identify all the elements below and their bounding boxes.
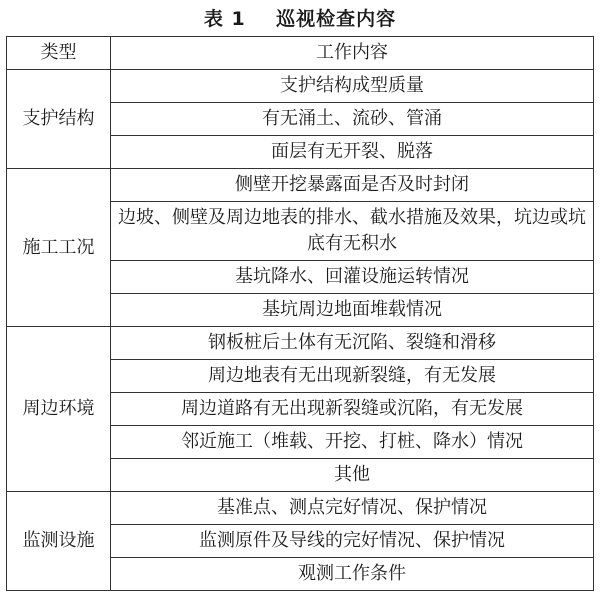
header-type: 类型 — [7, 37, 111, 70]
category-cell: 周边环境 — [7, 327, 111, 492]
item-cell: 基准点、测点完好情况、保护情况 — [111, 492, 594, 525]
header-row — [7, 37, 594, 70]
item-cell: 有无涌土、流砂、管涌 — [111, 103, 594, 136]
header-content: 工作内容 — [111, 37, 594, 70]
item-cell: 其他 — [111, 459, 594, 492]
item-cell: 基坑周边地面堆载情况 — [111, 294, 594, 327]
item-cell: 周边道路有无出现新裂缝或沉陷，有无发展 — [111, 393, 594, 426]
table-row — [7, 169, 594, 202]
item-cell: 边坡、侧壁及周边地表的排水、截水措施及效果，坑边或坑底有无积水 — [111, 202, 594, 261]
item-cell: 支护结构成型质量 — [111, 70, 594, 103]
item-cell: 观测工作条件 — [111, 558, 594, 591]
item-cell: 钢板桩后土体有无沉陷、裂缝和滑移 — [111, 327, 594, 360]
item-cell: 监测原件及导线的完好情况、保护情况 — [111, 525, 594, 558]
table-row — [7, 327, 594, 360]
inspection-table — [6, 36, 594, 591]
table-caption: 表 1 巡视检查内容 — [203, 8, 397, 30]
item-cell: 面层有无开裂、脱落 — [111, 136, 594, 169]
category-cell: 监测设施 — [7, 492, 111, 591]
item-cell: 侧壁开挖暴露面是否及时封闭 — [111, 169, 594, 202]
item-cell: 周边地表有无出现新裂缝，有无发展 — [111, 360, 594, 393]
table-row — [7, 70, 594, 103]
category-cell: 支护结构 — [7, 70, 111, 169]
item-cell: 基坑降水、回灌设施运转情况 — [111, 261, 594, 294]
category-cell: 施工工况 — [7, 169, 111, 327]
item-cell: 邻近施工（堆载、开挖、打桩、降水）情况 — [111, 426, 594, 459]
table-row — [7, 492, 594, 525]
